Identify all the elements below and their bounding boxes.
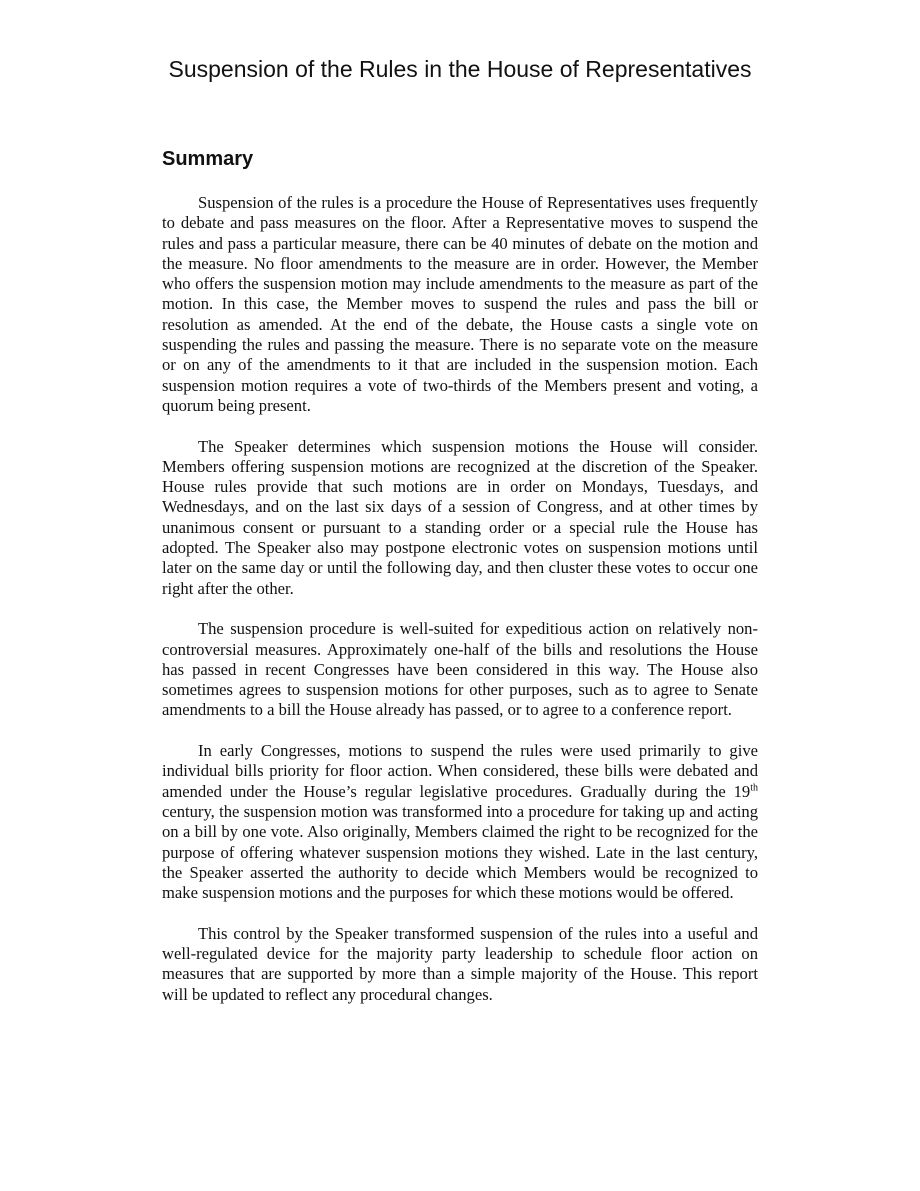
paragraph-4-part-2: century, the suspension motion was transformed into a procedure for taking up and acting on a bill by one vote. Also originally, Members claimed the right to be recognized for the purpose of offering whatever suspension motions they wished. Late in the last century, the Speaker asserted the authority to decide which Members would be recognized to make suspension motions and the purposes for which these motions would be offered. <box>162 801 758 903</box>
summary-body <box>162 193 758 1025</box>
paragraph-4 <box>162 741 758 903</box>
document-title: Suspension of the Rules in the House of Representatives <box>168 56 752 82</box>
paragraph-2: The Speaker determines which suspension motions the House will consider. Members offering suspension motions are recognized at the discretion of the Speaker. House rules provide that such motions are in order on Mondays, Tuesdays, and Wednesdays, and on the last six days of a session of Congress, and at other times by unanimous consent or pursuant to a standing order or a special rule the House has adopted. The Speaker also may postpone electronic votes on suspension motions until later on the same day or until the following day, and then cluster these votes to occur one right after the other. <box>162 436 758 598</box>
section-heading-summary: Summary <box>162 148 254 170</box>
ordinal-superscript: th <box>750 782 758 794</box>
paragraph-3: The suspension procedure is well-suited for expeditious action on relatively non-controversial measures. Approximately one-half of the bills and resolutions the House has passed in recent Congresses have been considered in this way. The House also sometimes agrees to suspension motions for other purposes, such as to agree to Senate amendments to a bill the House already has passed, or to agree to a conference report. <box>162 619 758 720</box>
paragraph-1: Suspension of the rules is a procedure the House of Representatives uses frequently to debate and pass measures on the floor. After a Representative moves to suspend the rules and pass a particular measure, there can be 40 minutes of debate on the motion and the measure. No floor amendments to the measure are in order. However, the Member who offers the suspension motion may include amendments to the measure as part of the motion. In this case, the Member moves to suspend the rules and pass the bill or resolution as amended. At the end of the debate, the House casts a single vote on suspending the rules and passing the measure. There is no separate vote on the measure or on any of the amendments to it that are included in the suspension motion. Each suspension motion requires a vote of two-thirds of the Members present and voting, a quorum being present. <box>162 193 758 415</box>
paragraph-4-part-1: In early Congresses, motions to suspend the rules were used primarily to give individual bills priority for floor action. When considered, these bills were debated and amended under the House’s regular legislative procedures. Gradually during the 19 <box>162 741 758 801</box>
paragraph-5: This control by the Speaker transformed suspension of the rules into a useful and well-regulated device for the majority party leadership to schedule floor action on measures that are supported by more than a simple majority of the House. This report will be updated to reflect any procedural changes. <box>162 923 758 1004</box>
